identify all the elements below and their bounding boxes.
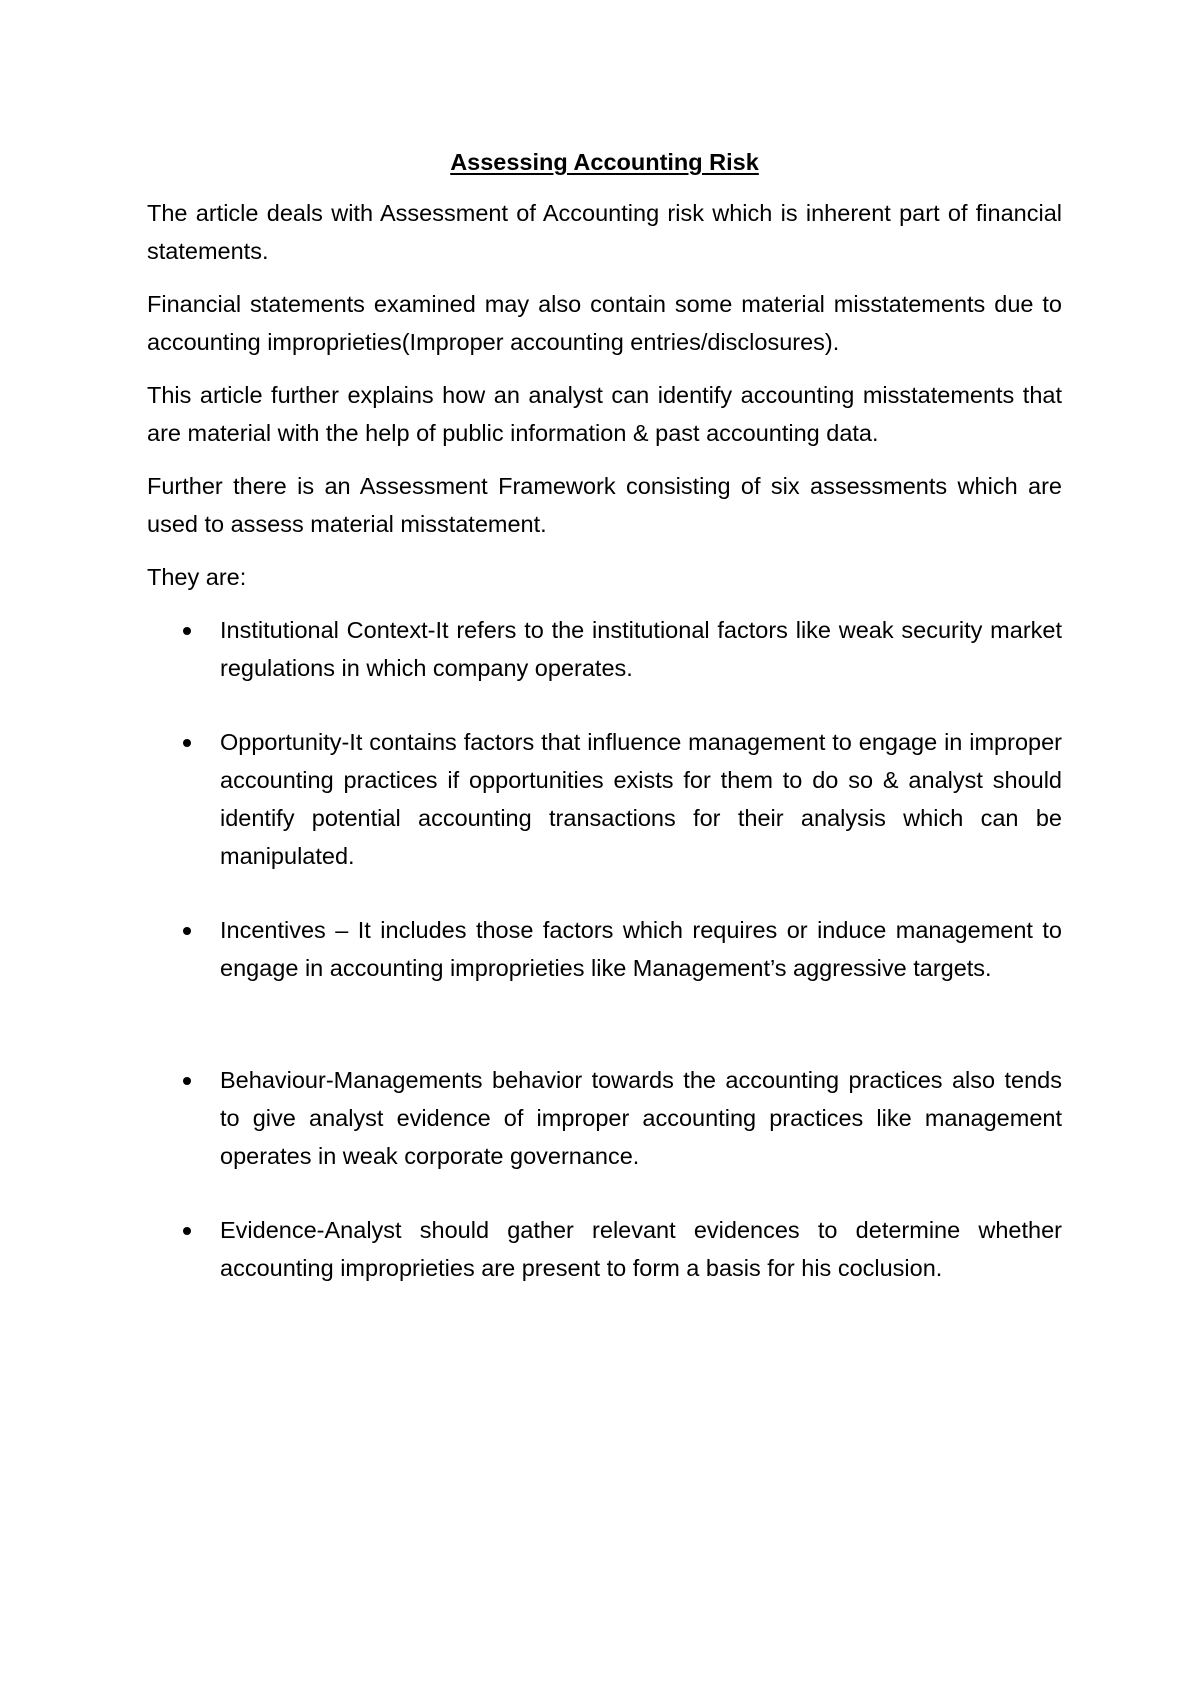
list-item-text: Behaviour-Managements behavior towards the accounting practices also tends to give analyst evidence of improper accounting practices like management operates in weak corporate governance. bbox=[220, 1067, 1062, 1169]
document-body bbox=[147, 143, 1062, 1287]
list-spacer bbox=[147, 1175, 1062, 1211]
list-spacer bbox=[147, 687, 1062, 723]
list-item bbox=[147, 1211, 1062, 1287]
document-title: Assessing Accounting Risk bbox=[450, 149, 759, 175]
list-item-text: Evidence-Analyst should gather relevant evidences to determine whether accounting improprieties are present to form a basis for his coclusion. bbox=[220, 1217, 1062, 1281]
bullet-icon bbox=[183, 1227, 191, 1235]
list-item-text: Incentives – It includes those factors which requires or induce management to engage in accounting improprieties like Management’s aggressive targets. bbox=[220, 917, 1062, 981]
paragraph-they-are: They are: bbox=[147, 564, 247, 590]
bullet-icon bbox=[183, 927, 191, 935]
list-item-text: Institutional Context-It refers to the institutional factors like weak security market regulations in which company operates. bbox=[220, 617, 1062, 681]
bullet-icon bbox=[183, 1077, 191, 1085]
list-spacer bbox=[147, 875, 1062, 911]
paragraph-analyst: This article further explains how an analyst can identify accounting misstatements that are material with the help of public information & past accounting data. bbox=[147, 382, 1062, 446]
bullet-icon bbox=[183, 739, 191, 747]
list-item bbox=[147, 611, 1062, 687]
list-item bbox=[147, 911, 1062, 987]
list-spacer bbox=[147, 987, 1062, 1061]
list-item-text: Opportunity-It contains factors that influence management to engage in improper accounting practices if opportunities exists for them to do so & analyst should identify potential accounting transactions for their analysis which can be manipulated. bbox=[220, 729, 1062, 869]
paragraph-intro: The article deals with Assessment of Accounting risk which is inherent part of financial statements. bbox=[147, 200, 1062, 264]
list-item bbox=[147, 1061, 1062, 1175]
paragraph-misstatements: Financial statements examined may also contain some material misstatements due to accounting improprieties(Improper accounting entries/disclosures). bbox=[147, 291, 1062, 355]
bullet-icon bbox=[183, 627, 191, 635]
paragraph-framework: Further there is an Assessment Framework consisting of six assessments which are used to assess material misstatement. bbox=[147, 473, 1062, 537]
list-item bbox=[147, 723, 1062, 875]
assessment-list bbox=[147, 611, 1062, 1287]
